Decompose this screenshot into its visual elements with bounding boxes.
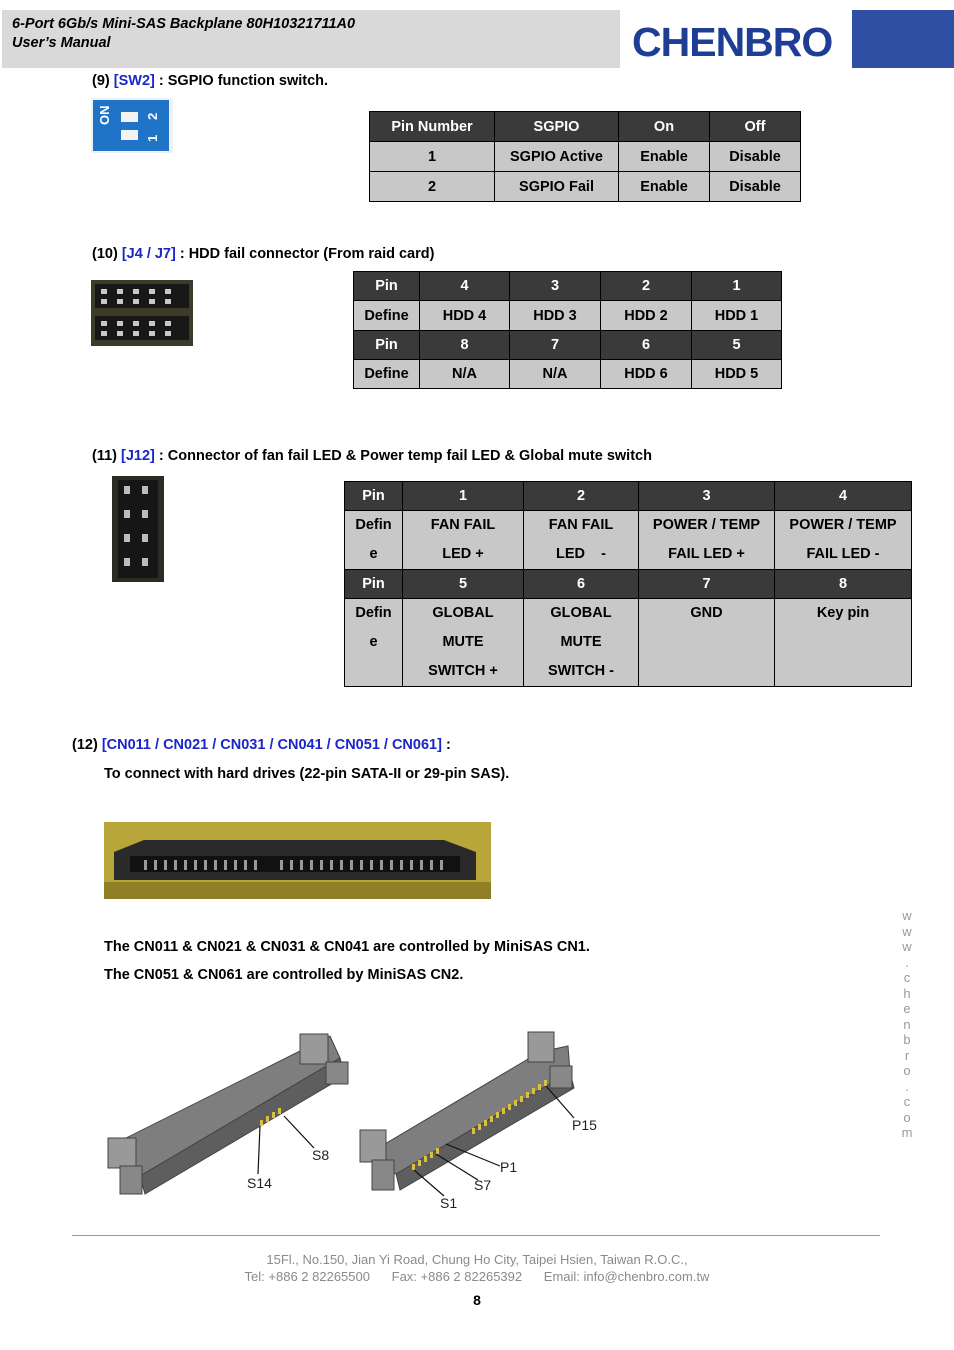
footer-contact — [0, 1269, 954, 1284]
table-row — [354, 331, 782, 360]
label-p1: P1 — [500, 1159, 518, 1175]
switch-on-label: ON — [97, 105, 112, 125]
section-9-num: (9) — [92, 73, 110, 89]
sata-connector-photo — [104, 822, 491, 899]
table-cell: 1 — [370, 142, 495, 172]
table-cell: Enable — [619, 172, 710, 202]
col-header: Pin Number — [370, 112, 495, 142]
label-s7: S7 — [474, 1177, 492, 1193]
table-cell: 8 — [775, 570, 912, 599]
table-cell: POWER / TEMP FAIL LED - — [775, 511, 912, 570]
section-12-heading — [72, 737, 451, 753]
col-header: Off — [710, 112, 801, 142]
section-9-desc: : SGPIO function switch. — [154, 73, 329, 89]
table-cell: HDD 4 — [420, 301, 510, 331]
table-cell: Define — [354, 301, 420, 331]
right-connector-drawing — [360, 1032, 574, 1190]
table-cell: 8 — [420, 331, 510, 360]
label-s14: S14 — [247, 1175, 272, 1191]
section-9-heading — [92, 73, 328, 89]
table-cell: Enable — [619, 142, 710, 172]
table-cell: GLOBAL MUTE SWITCH + — [403, 599, 524, 687]
table-cell: 4 — [775, 482, 912, 511]
table-cell: 5 — [692, 331, 782, 360]
section-10-ref: [J4 / J7] — [121, 246, 176, 262]
switch-label-2: 2 — [145, 112, 160, 120]
table-row — [354, 301, 782, 331]
table-cell: Pin — [354, 331, 420, 360]
footer-email: Email: info@chenbro.com.tw — [543, 1269, 710, 1284]
table-row — [354, 272, 782, 301]
section-10-heading — [92, 246, 434, 262]
table-cell: 6 — [524, 570, 639, 599]
table-cell: HDD 1 — [692, 301, 782, 331]
note-cn1: The CN011 & CN021 & CN031 & CN041 are controlled by MiniSAS CN1. — [104, 939, 590, 955]
chenbro-logo — [628, 12, 844, 68]
table-cell: N/A — [420, 360, 510, 389]
table-row — [370, 142, 801, 172]
page-number: 8 — [473, 1292, 481, 1308]
col-header: SGPIO — [495, 112, 619, 142]
left-connector-drawing — [108, 1034, 348, 1194]
switch-label-1: 1 — [145, 134, 160, 142]
table-cell: HDD 2 — [601, 301, 692, 331]
table-row — [345, 482, 912, 511]
label-p15: P15 — [572, 1117, 597, 1133]
section-12-desc: : — [441, 737, 451, 753]
table-cell: Pin — [354, 272, 420, 301]
footer-fax: Fax: +886 2 82265392 — [391, 1269, 523, 1284]
table-cell: 3 — [510, 272, 601, 301]
connector-pinout-diagram — [100, 1026, 610, 1216]
header-subtitle: User’s Manual — [12, 35, 111, 51]
table-cell: Define — [354, 360, 420, 389]
table-cell: HDD 5 — [692, 360, 782, 389]
table-cell: Disable — [710, 142, 801, 172]
table-cell: 6 — [601, 331, 692, 360]
table-cell: 4 — [420, 272, 510, 301]
table-cell: N/A — [510, 360, 601, 389]
table-header-row — [370, 112, 801, 142]
table-cell: HDD 6 — [601, 360, 692, 389]
table-cell: 2 — [601, 272, 692, 301]
section-10-num: (10) — [92, 246, 118, 262]
header-accent-block — [852, 10, 954, 68]
table-cell: GLOBAL MUTE SWITCH - — [524, 599, 639, 687]
table-cell: 7 — [639, 570, 775, 599]
hdd-fail-table — [353, 271, 782, 389]
table-cell: FAN FAIL LED - — [524, 511, 639, 570]
section-12-ref: [CN011 / CN021 / CN031 / CN041 / CN051 / CN061] — [101, 737, 442, 753]
footer-divider — [72, 1235, 880, 1236]
section-10-desc: : HDD fail connector (From raid card) — [175, 246, 435, 262]
table-cell: Defin e — [345, 511, 403, 570]
table-cell: 5 — [403, 570, 524, 599]
table-cell: 7 — [510, 331, 601, 360]
label-s8: S8 — [312, 1147, 330, 1163]
table-cell: 2 — [370, 172, 495, 202]
table-cell: 1 — [692, 272, 782, 301]
header-title: 6-Port 6Gb/s Mini-SAS Backplane 80H10321711A0 — [12, 16, 356, 32]
section-11-num: (11) — [92, 448, 117, 464]
table-row — [345, 511, 912, 570]
table-cell: FAN FAIL LED + — [403, 511, 524, 570]
table-cell: Disable — [710, 172, 801, 202]
table-cell: Pin — [345, 482, 403, 511]
table-row — [354, 360, 782, 389]
footer-address: 15Fl., No.150, Jian Yi Road, Chung Ho City, Taipei Hsien, Taiwan R.O.C., — [266, 1252, 688, 1267]
table-cell: 3 — [639, 482, 775, 511]
table-cell: Defin e — [345, 599, 403, 687]
table-row — [370, 172, 801, 202]
table-cell: HDD 3 — [510, 301, 601, 331]
table-cell: POWER / TEMP FAIL LED + — [639, 511, 775, 570]
col-header: On — [619, 112, 710, 142]
sgpio-table — [369, 111, 801, 202]
hdd-fail-connector-photo — [91, 280, 193, 346]
dip-switch-photo — [91, 98, 173, 153]
table-cell: 1 — [403, 482, 524, 511]
table-cell: 2 — [524, 482, 639, 511]
section-12-num: (12) — [72, 737, 98, 753]
chenbro-logo-text: CHENBRO — [632, 19, 833, 65]
table-cell: Pin — [345, 570, 403, 599]
side-website-text: w w w . c h e n b r o . c o m — [901, 908, 913, 1140]
j12-table — [344, 481, 912, 687]
label-s1: S1 — [440, 1195, 458, 1211]
table-cell: Key pin — [775, 599, 912, 687]
table-cell: GND — [639, 599, 775, 687]
table-cell: SGPIO Active — [495, 142, 619, 172]
table-row — [345, 570, 912, 599]
section-11-heading — [92, 448, 652, 464]
j12-connector-photo — [112, 476, 164, 582]
section-9-ref: [SW2] — [113, 73, 155, 89]
footer-tel: Tel: +886 2 82265500 — [244, 1269, 370, 1284]
note-cn2: The CN051 & CN061 are controlled by MiniSAS CN2. — [104, 967, 464, 983]
section-12-description: To connect with hard drives (22-pin SATA-II or 29-pin SAS). — [104, 766, 510, 782]
section-11-desc: : Connector of fan fail LED & Power temp fail LED & Global mute switch — [154, 448, 652, 464]
table-cell: SGPIO Fail — [495, 172, 619, 202]
section-11-ref: [J12] — [121, 448, 155, 464]
table-row — [345, 599, 912, 687]
